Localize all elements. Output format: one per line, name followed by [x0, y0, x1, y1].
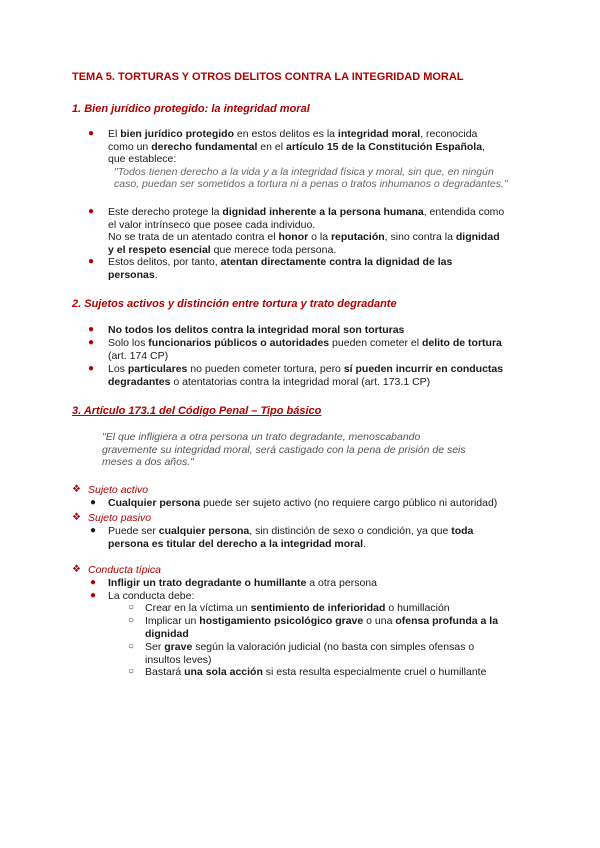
conducta-sub-1: Crear en la víctima un sentimiento de inferioridad o humillación: [145, 602, 450, 614]
sujeto-activo-label: Sujeto activo: [88, 484, 149, 496]
circle-bullet-icon: ○: [128, 615, 135, 626]
bullet-icon: ●: [90, 497, 97, 508]
conducta-sub-3: Ser grave según la valoración judicial (no basta con simples ofensas o insultos leves): [145, 641, 475, 666]
bullet-icon: ●: [88, 128, 95, 139]
bullet-icon: ●: [88, 206, 95, 217]
diamond-bullet-icon: ❖: [72, 512, 81, 523]
article-quote: "El que infligiera a otra persona un trato degradante, menoscabando gravemente su integridad moral, será castigado con la pena de prisión de seis meses a dos años.": [102, 431, 466, 468]
conducta-tipica-label: Conducta típica: [88, 564, 161, 576]
circle-bullet-icon: ○: [128, 602, 135, 613]
sujeto-pasivo-label: Sujeto pasivo: [88, 512, 152, 524]
bullet-icon: ●: [90, 590, 97, 601]
conducta-sub-4: Bastará una sola acción si esta resulta especialmente cruel o humillante: [145, 666, 487, 678]
diamond-bullet-icon: ❖: [72, 564, 81, 575]
s2-bullet-1: No todos los delitos contra la integridad moral son torturas: [108, 324, 405, 336]
sujeto-activo-text: Cualquier persona puede ser sujeto activo (no requiere cargo público ni autoridad): [108, 497, 498, 509]
bullet-icon: ●: [88, 324, 95, 335]
s1-bullet-2: Este derecho protege la dignidad inherente a la persona humana, entendida como el valor intrínseco que posee cada individuo. No se trata de un atentado contra el honor o la reputación, sino contra la dignidad y el respeto esencial que merece toda persona.: [108, 206, 505, 256]
sujeto-pasivo-text: Puede ser cualquier persona, sin distinción de sexo o condición, ya que toda persona es titular del derecho a la integridad moral.: [108, 525, 474, 550]
conducta-item-2: La conducta debe:: [108, 590, 195, 602]
s1-bullet-3: Estos delitos, por tanto, atentan directamente contra la dignidad de las personas.: [108, 256, 453, 281]
diamond-bullet-icon: ❖: [72, 484, 81, 495]
bullet-icon: ●: [88, 256, 95, 267]
conducta-item-1: Infligir un trato degradante o humillante a otra persona: [108, 577, 377, 589]
section-1-heading: 1. Bien jurídico protegido: la integridad moral: [72, 103, 310, 115]
conducta-sub-2: Implicar un hostigamiento psicológico grave o una ofensa profunda a la dignidad: [145, 615, 499, 640]
bullet-icon: ●: [88, 337, 95, 348]
constitution-quote-line-1: "Todos tienen derecho a la vida y a la integridad física y moral, sin que, en ningún: [114, 165, 494, 178]
s2-bullet-2: Solo los funcionarios públicos o autoridades pueden cometer el delito de tortura (art. 174 CP): [108, 337, 502, 362]
constitution-quote-line-2: caso, puedan ser sometidos a tortura ni a penas o tratos inhumanos o degradantes.": [114, 178, 508, 190]
document-title: TEMA 5. TORTURAS Y OTROS DELITOS CONTRA LA INTEGRIDAD MORAL: [72, 71, 464, 83]
section-2-heading: 2. Sujetos activos y distinción entre tortura y trato degradante: [72, 298, 397, 310]
bullet-icon: ●: [88, 363, 95, 374]
s1-bullet-1: El bien jurídico protegido en estos delitos es la integridad moral, reconocida como un derecho fundamental en el artículo 15 de la Constitución Española, que establece: "Todos tienen derecho a la vida y a la integridad física y moral, sin que, en ningún caso, puedan ser sometidos a tortura ni a penas o tratos inhumanos o degradantes.": [108, 128, 548, 191]
s2-bullet-3: Los particulares no pueden cometer tortura, pero sí pueden incurrir en conductas degradantes o atentatorias contra la integridad moral (art. 173.1 CP): [108, 363, 504, 388]
circle-bullet-icon: ○: [128, 666, 135, 677]
bullet-icon: ●: [90, 525, 97, 536]
section-3-heading: 3. Artículo 173.1 del Código Penal – Tipo básico: [72, 405, 322, 417]
bullet-icon: ●: [90, 577, 97, 588]
circle-bullet-icon: ○: [128, 641, 135, 652]
